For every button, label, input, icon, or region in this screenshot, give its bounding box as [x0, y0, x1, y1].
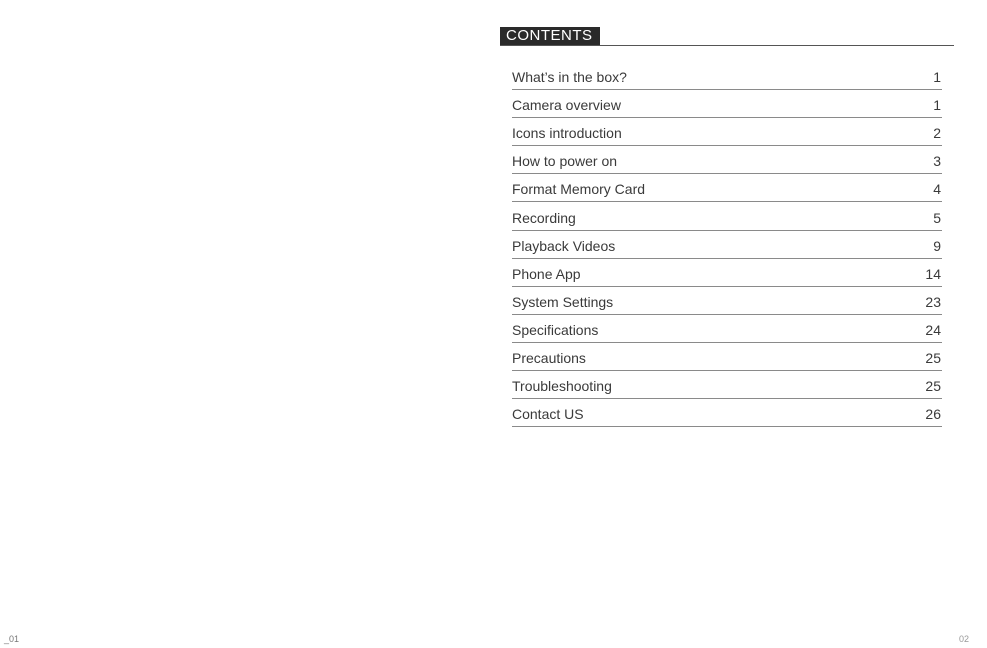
- toc-row[interactable]: [512, 371, 942, 399]
- right-page-number: 02: [959, 634, 970, 644]
- toc-row[interactable]: [512, 287, 942, 315]
- toc-row[interactable]: [512, 202, 942, 230]
- toc-entry-page: 14: [925, 265, 941, 282]
- toc-entry-title: Contact US: [512, 406, 584, 423]
- toc-entry-title: How to power on: [512, 153, 618, 170]
- toc-row[interactable]: [512, 231, 942, 259]
- toc-row[interactable]: [512, 62, 942, 90]
- toc-entry-page: 4: [933, 181, 941, 198]
- toc-entry-title: Playback Videos: [512, 237, 616, 254]
- toc-entry-title: What’s in the box?: [512, 69, 627, 86]
- contents-title: CONTENTS: [500, 27, 600, 45]
- toc-entry-page: 5: [933, 209, 941, 226]
- toc-row[interactable]: [512, 174, 942, 202]
- toc-entry-page: 1: [933, 97, 941, 114]
- toc-row[interactable]: [512, 146, 942, 174]
- toc-entry-title: Phone App: [512, 265, 581, 282]
- toc-entry-title: Specifications: [512, 321, 599, 338]
- toc-entry-title: Icons introduction: [512, 125, 622, 142]
- toc-row[interactable]: [512, 90, 942, 118]
- toc-entry-title: Recording: [512, 209, 576, 226]
- toc-row[interactable]: [512, 315, 942, 343]
- toc-row[interactable]: [512, 118, 942, 146]
- toc-entry-page: 24: [925, 321, 941, 338]
- toc-entry-title: Camera overview: [512, 97, 621, 114]
- toc-entry-page: 23: [925, 293, 941, 310]
- toc-entry-title: System Settings: [512, 293, 614, 310]
- toc-entry-page: 3: [933, 153, 941, 170]
- toc-entry-page: 2: [933, 125, 941, 142]
- toc-entry-page: 25: [925, 350, 941, 367]
- toc-row[interactable]: [512, 259, 942, 287]
- table-of-contents: [512, 62, 942, 427]
- contents-header: [500, 27, 954, 46]
- toc-row[interactable]: [512, 399, 942, 427]
- toc-entry-page: 1: [933, 69, 941, 86]
- left-page-number: _01: [4, 634, 20, 644]
- toc-row[interactable]: [512, 343, 942, 371]
- toc-entry-title: Format Memory Card: [512, 181, 646, 198]
- toc-entry-page: 9: [933, 237, 941, 254]
- toc-entry-page: 26: [925, 406, 941, 423]
- toc-entry-page: 25: [925, 378, 941, 395]
- toc-entry-title: Precautions: [512, 350, 586, 367]
- toc-entry-title: Troubleshooting: [512, 378, 612, 395]
